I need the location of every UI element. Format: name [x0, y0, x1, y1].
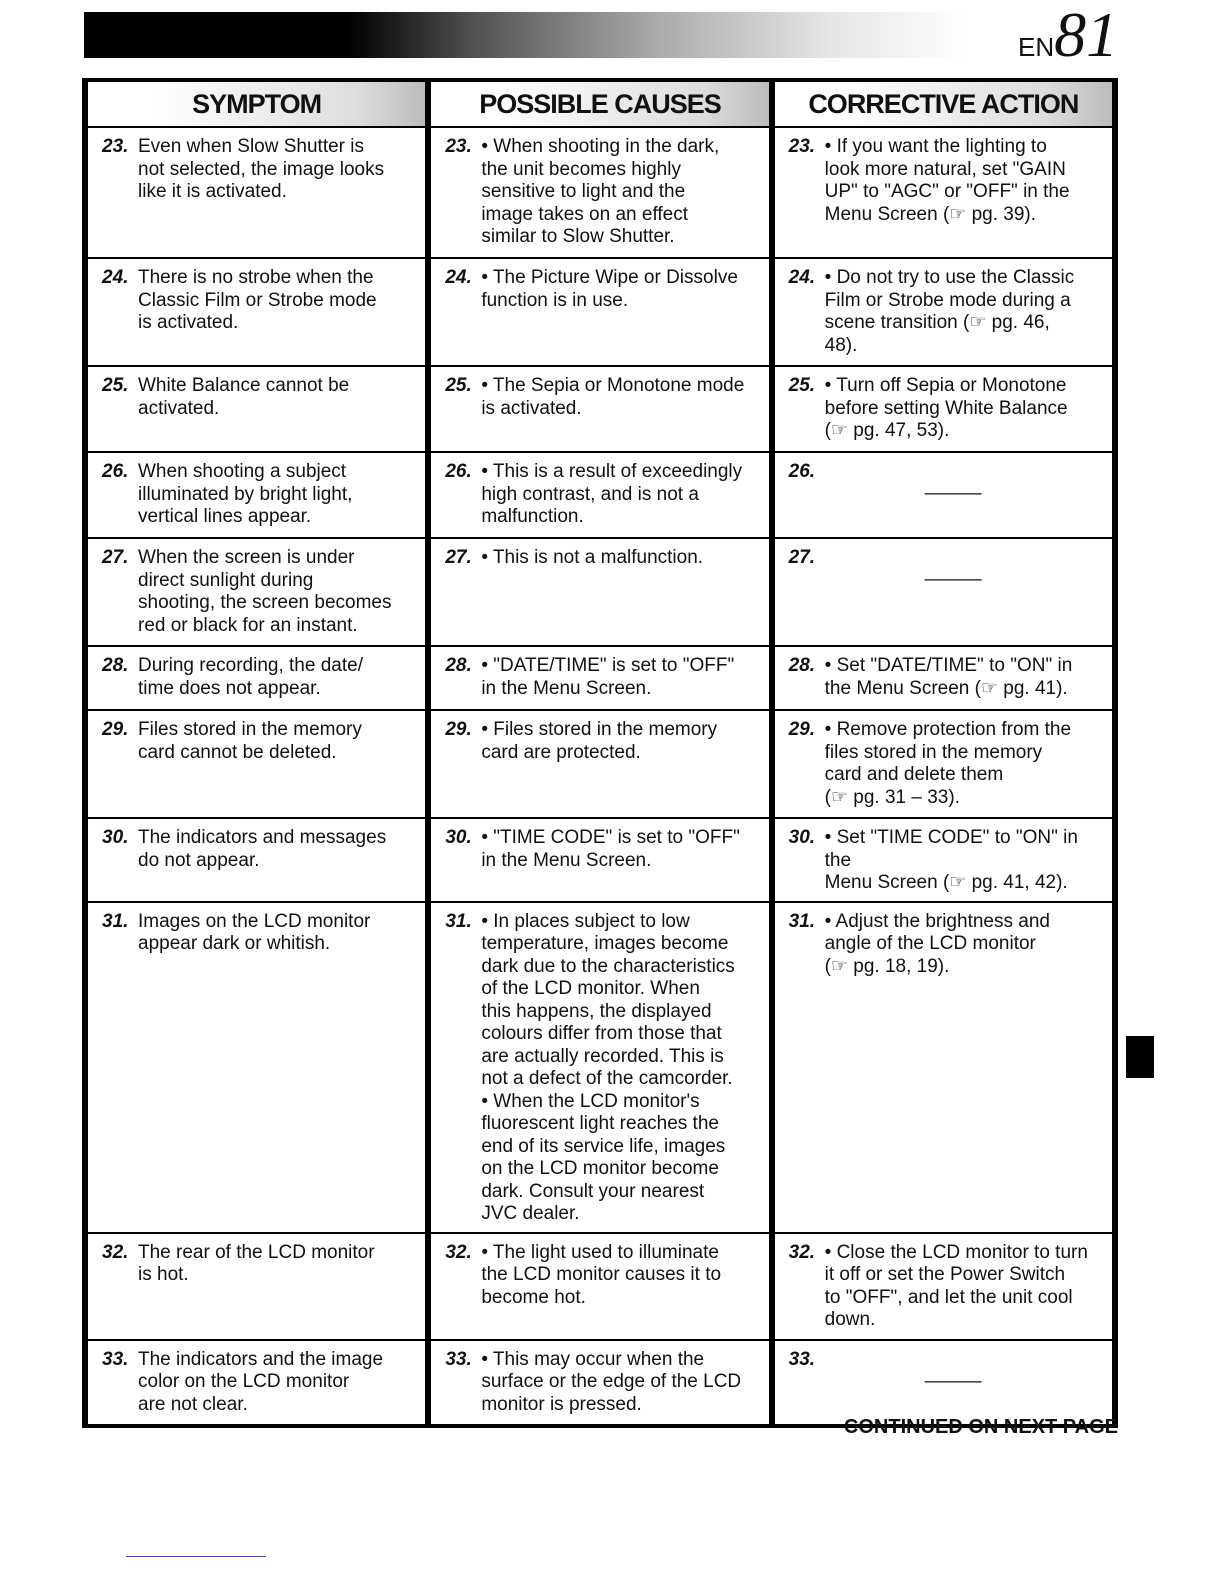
symptom-text: When the screen is under direct sunlight during shooting, the screen becomes red or black for an instant. — [138, 547, 392, 636]
symptom-text: The rear of the LCD monitor is hot. — [138, 1241, 375, 1285]
item-number: 29. — [102, 719, 129, 740]
action-text: ——— — [924, 1370, 982, 1392]
item-number: 24. — [445, 267, 472, 288]
symptom-text: Images on the LCD monitor appear dark or whitish. — [138, 910, 371, 954]
item-number: 33. — [788, 1348, 816, 1370]
cause-text: • Files stored in the memory card are protected. — [481, 719, 718, 763]
item-number: 26. — [788, 461, 816, 482]
action-text: • Do not try to use the Classic Film or Strobe mode during a scene transition (☞ pg. 46, 48). — [824, 267, 1075, 356]
language-code: EN — [1018, 32, 1055, 62]
symptom-cell — [85, 538, 428, 646]
cause-cell — [428, 818, 771, 902]
item-number: 25. — [788, 375, 816, 396]
item-number: 29. — [788, 719, 816, 740]
item-number: 26. — [102, 461, 129, 482]
item-number: 27. — [788, 547, 816, 568]
cause-text: • The light used to illuminate the LCD monitor causes it to become hot. — [481, 1241, 722, 1308]
cause-cell — [428, 258, 771, 366]
symptom-cell — [85, 1233, 428, 1340]
symptom-cell — [85, 127, 428, 258]
cause-text: • This is not a malfunction. — [481, 547, 704, 568]
table-row — [85, 818, 1115, 902]
item-number: 30. — [102, 827, 129, 848]
item-number: 23. — [445, 136, 472, 157]
cause-text: • In places subject to low temperature, images become dark due to the characteristics of the LCD monitor. When this happens, the displayed colours differ from those that are actually recorded. This is not a defect of the camcorder. • When the LCD monitor's fluorescent light reaches the end of its service life, images on the LCD monitor become dark. Consult your nearest JVC dealer. — [481, 910, 735, 1224]
item-number: 31. — [788, 910, 816, 932]
table-row — [85, 258, 1115, 366]
table-row — [85, 366, 1115, 452]
item-number: 28. — [788, 655, 816, 676]
action-text: • Set "DATE/TIME" to "ON" in the Menu Screen (☞ pg. 41). — [824, 655, 1073, 699]
symptom-cell — [85, 366, 428, 452]
action-text: • Remove protection from the files stored in the memory card and delete them (☞ pg. 31 – 33). — [824, 719, 1072, 808]
item-number: 24. — [102, 267, 129, 288]
item-number: 33. — [445, 1348, 472, 1370]
action-text: ——— — [924, 483, 982, 504]
action-text: • If you want the lighting to look more natural, set "GAIN UP" to "AGC" or "OFF" in the Menu Screen (☞ pg. 39). — [824, 136, 1070, 225]
table-row — [85, 538, 1115, 646]
action-cell — [772, 1340, 1115, 1426]
action-text: • Set "TIME CODE" to "ON" in the Menu Screen (☞ pg. 41, 42). — [824, 827, 1078, 893]
item-number: 33. — [102, 1348, 129, 1370]
cause-cell — [428, 902, 771, 1233]
cause-cell — [428, 366, 771, 452]
item-number: 31. — [102, 910, 129, 932]
item-number: 32. — [102, 1241, 129, 1263]
item-number: 23. — [102, 136, 129, 157]
symptom-cell — [85, 646, 428, 710]
symptom-cell — [85, 1340, 428, 1426]
header-symptom: SYMPTOM — [85, 80, 428, 127]
table-row — [85, 902, 1115, 1233]
item-number: 25. — [445, 375, 472, 396]
table-row — [85, 1340, 1115, 1426]
troubleshooting-table — [82, 78, 1118, 1428]
item-number: 31. — [445, 910, 472, 932]
action-text: • Adjust the brightness and angle of the LCD monitor (☞ pg. 18, 19). — [824, 910, 1050, 977]
item-number: 32. — [788, 1241, 816, 1263]
symptom-cell — [85, 902, 428, 1233]
cause-cell — [428, 452, 771, 538]
action-cell — [772, 452, 1115, 538]
symptom-text: There is no strobe when the Classic Film or Strobe mode is activated. — [138, 267, 377, 333]
section-tab-marker — [1126, 1036, 1154, 1078]
action-text: • Turn off Sepia or Monotone before setting White Balance (☞ pg. 47, 53). — [824, 375, 1068, 441]
symptom-text: When shooting a subject illuminated by bright light, vertical lines appear. — [138, 461, 353, 527]
symptom-cell — [85, 710, 428, 818]
action-cell — [772, 127, 1115, 258]
cause-text: • The Sepia or Monotone mode is activated. — [481, 375, 745, 419]
action-cell — [772, 646, 1115, 710]
symptom-text: White Balance cannot be activated. — [138, 375, 350, 419]
cause-cell — [428, 710, 771, 818]
symptom-cell — [85, 818, 428, 902]
action-text: • Close the LCD monitor to turn it off or set the Power Switch to "OFF", and let the unit cool down. — [824, 1241, 1088, 1330]
action-cell — [772, 366, 1115, 452]
table-row — [85, 127, 1115, 258]
table-row — [85, 646, 1115, 710]
header-possible-causes: POSSIBLE CAUSES — [428, 80, 771, 127]
cause-text: • The Picture Wipe or Dissolve function is in use. — [481, 267, 738, 311]
cause-cell — [428, 127, 771, 258]
symptom-text: The indicators and messages do not appear. — [138, 827, 387, 871]
cause-text: • "TIME CODE" is set to "OFF" in the Menu Screen. — [481, 827, 740, 871]
cause-cell — [428, 538, 771, 646]
item-number: 25. — [102, 375, 129, 396]
item-number: 24. — [788, 267, 816, 288]
action-cell — [772, 1233, 1115, 1340]
item-number: 30. — [788, 827, 816, 848]
action-cell — [772, 902, 1115, 1233]
symptom-text: During recording, the date/ time does not appear. — [138, 655, 363, 699]
symptom-text: Files stored in the memory card cannot be deleted. — [138, 719, 362, 763]
footer-rule — [126, 1556, 266, 1557]
symptom-cell — [85, 452, 428, 538]
cause-cell — [428, 646, 771, 710]
cause-cell — [428, 1340, 771, 1426]
action-text: ——— — [924, 569, 982, 590]
continued-note: CONTINUED ON NEXT PAGE — [843, 1416, 1118, 1438]
item-number: 29. — [445, 719, 472, 740]
item-number: 27. — [445, 547, 472, 568]
cause-cell — [428, 1233, 771, 1340]
action-cell — [772, 818, 1115, 902]
symptom-cell — [85, 258, 428, 366]
page-number-value: 81 — [1054, 0, 1119, 70]
table-row — [85, 452, 1115, 538]
cause-text: • When shooting in the dark, the unit becomes highly sensitive to light and the image takes on an effect similar to Slow Shutter. — [481, 136, 720, 247]
page-number — [1018, 0, 1118, 82]
item-number: 26. — [445, 461, 472, 482]
cause-text: • This is a result of exceedingly high contrast, and is not a malfunction. — [481, 461, 743, 527]
table-row — [85, 710, 1115, 818]
item-number: 30. — [445, 827, 472, 848]
cause-text: • This may occur when the surface or the edge of the LCD monitor is pressed. — [481, 1348, 742, 1415]
symptom-text: The indicators and the image color on the LCD monitor are not clear. — [138, 1348, 384, 1415]
action-cell — [772, 538, 1115, 646]
action-cell — [772, 258, 1115, 366]
item-number: 28. — [102, 655, 129, 676]
header-corrective-action: CORRECTIVE ACTION — [772, 80, 1115, 127]
item-number: 28. — [445, 655, 472, 676]
item-number: 32. — [445, 1241, 472, 1263]
header-gradient-band — [84, 12, 964, 58]
item-number: 23. — [788, 136, 816, 157]
symptom-text: Even when Slow Shutter is not selected, the image looks like it is activated. — [138, 136, 385, 202]
action-cell — [772, 710, 1115, 818]
item-number: 27. — [102, 547, 129, 568]
table-row — [85, 1233, 1115, 1340]
cause-text: • "DATE/TIME" is set to "OFF" in the Menu Screen. — [481, 655, 735, 699]
